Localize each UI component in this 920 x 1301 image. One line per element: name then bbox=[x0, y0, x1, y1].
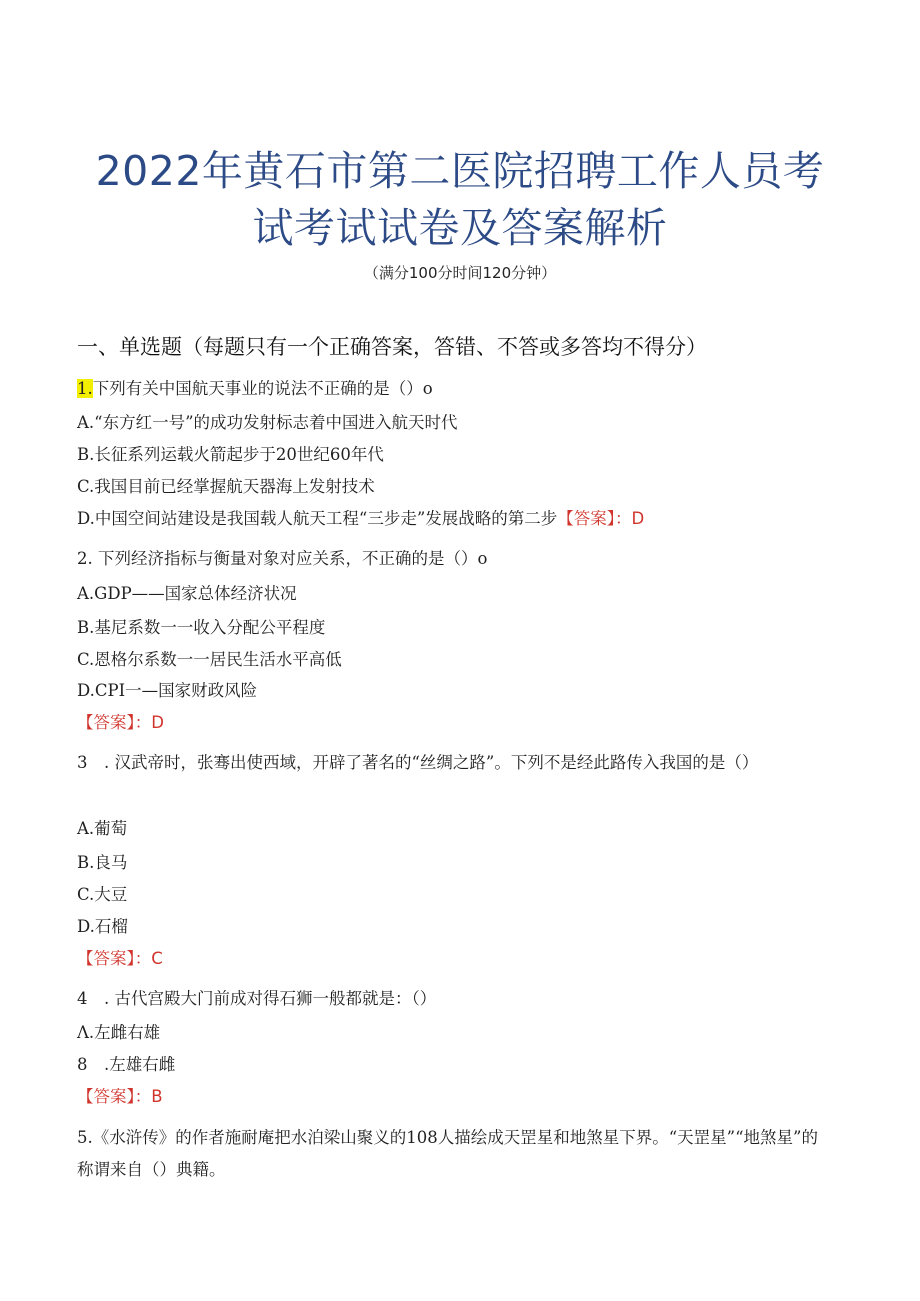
question-3-answer: 【答案】：C bbox=[77, 949, 163, 968]
question-1-answer: 【答案】：D bbox=[557, 509, 645, 528]
question-1-option-c: C.我国目前已经掌握航天器海上发射技术 bbox=[77, 477, 375, 496]
question-4-option-a: Λ.左雌右雄 bbox=[77, 1023, 161, 1042]
question-4-answer: 【答案】：B bbox=[77, 1087, 163, 1106]
question-1-stem bbox=[77, 378, 433, 400]
section-heading: 一、单选题（每题只有一个正确答案，答错、不答或多答均不得分） bbox=[77, 335, 707, 359]
document-title-line-1: 2022年黄石市第二医院招聘工作人员考 bbox=[95, 147, 825, 195]
question-2-stem: 2. 下列经济指标与衡量对象对应关系，不正确的是（）o bbox=[77, 549, 488, 568]
question-5-stem: 5.《水浒传》的作者施耐庵把水泊梁山聚义的108人描绘成天罡星和地煞星下界。“天罡星”“地煞星”的称谓来自（）典籍。 bbox=[77, 1128, 818, 1179]
question-1-text: 下列有关中国航天事业的说法不正确的是（）o bbox=[92, 379, 433, 398]
question-1-option-b: B.长征系列运载火箭起步于20世纪60年代 bbox=[77, 445, 384, 464]
question-3-option-a: A.葡萄 bbox=[77, 819, 128, 838]
question-2-option-a: A.GDP——国家总体经济状况 bbox=[77, 584, 297, 603]
question-2-answer: 【答案】：D bbox=[77, 713, 164, 732]
document-title-line-2: 试考试试卷及答案解析 bbox=[252, 204, 668, 252]
question-2-option-c: C.恩格尔系数一一居民生活水平高低 bbox=[77, 650, 342, 669]
question-2-option-b: B.基尼系数一一收入分配公平程度 bbox=[77, 618, 326, 637]
exam-duration-note: （满分100分时间120分钟） bbox=[363, 264, 557, 282]
question-4-option-b: 8 .左雄右雌 bbox=[77, 1055, 176, 1074]
question-1-option-d bbox=[77, 508, 644, 530]
question-3-option-c: C.大豆 bbox=[77, 885, 128, 904]
question-3-option-b: B.良马 bbox=[77, 853, 128, 872]
question-1-option-a: A.“东方红一号”的成功发射标志着中国进入航天时代 bbox=[77, 413, 458, 432]
question-1-number-highlight: 1. bbox=[77, 379, 93, 398]
question-3-option-d: D.石榴 bbox=[77, 917, 128, 936]
question-1-option-d-text: D.中国空间站建设是我国载人航天工程“三步走”发展战略的第二步 bbox=[77, 509, 558, 528]
question-4-stem: 4 . 古代宫殿大门前成对得石狮一般都就是：（） bbox=[77, 989, 437, 1008]
question-3-stem: 3 . 汉武帝时，张骞出使西域，开辟了著名的“丝绸之路”。下列不是经此路传入我国的是（） bbox=[77, 753, 759, 772]
question-2-option-d: D.CPI一—国家财政风险 bbox=[77, 681, 258, 700]
